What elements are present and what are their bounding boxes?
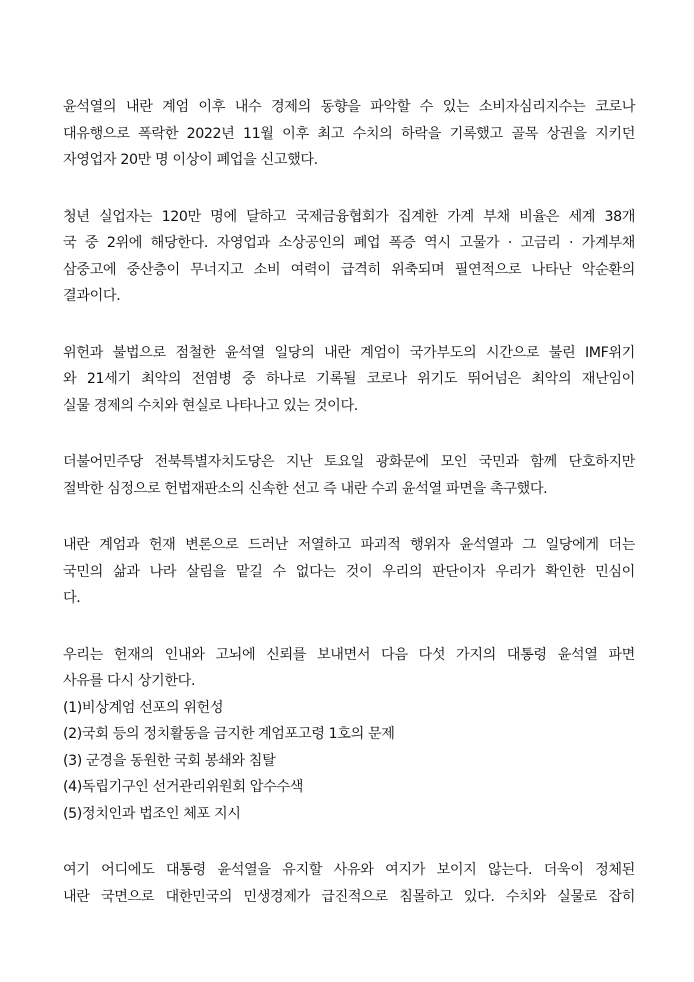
text-line: 사유를 다시 상기한다. (63, 673, 196, 689)
text-line: 결과이다. (63, 288, 121, 304)
text-line: 국 중 2위에 해당한다. 자영업과 소상공인의 폐업 폭증 역시 고물가 · 고금리 · 가계부채 (63, 235, 635, 251)
text-line: 위헌과 불법으로 점철한 윤석열 일당의 내란 계엄이 국가부도의 시간으로 불린 IMF위기 (63, 344, 635, 361)
document-page (63, 94, 635, 940)
text-line: 대유행으로 폭락한 2022년 11월 이후 최고 수치의 하락을 기록했고 골목 상권을 지키던 (63, 125, 635, 142)
reason-list-item: (2)국회 등의 정치활동을 금지한 계엄포고령 1호의 문제 (63, 726, 395, 742)
paragraph-impeachment-reasons (63, 642, 635, 828)
paragraph-party-statement (63, 449, 635, 502)
paragraph-conclusion (63, 857, 635, 910)
text-line: 삼중고에 중산층이 무너지고 소비 여력이 급격히 위축되며 필연적으로 나타난 악순환의 (63, 261, 635, 278)
reason-list-item: (4)독립기구인 선거관리위원회 압수수색 (63, 779, 303, 795)
text-line: 청년 실업자는 120만 명에 달하고 국제금융협회가 집계한 가계 부채 비율은 세계 38개 (63, 208, 635, 225)
text-line: 국민의 삶과 나라 살림을 맡길 수 없다는 것이 우리의 판단이자 우리가 확인한 민심이 (63, 563, 635, 580)
text-line: 절박한 심정으로 헌법재판소의 신속한 선고 즉 내란 수괴 윤석열 파면을 촉구했다. (63, 480, 548, 497)
text-line: 자영업자 20만 명 이상이 폐업을 신고했다. (63, 152, 318, 168)
text-line: 내란 국면으로 대한민국의 민생경제가 급진적으로 침몰하고 있다. 수치와 실물로 잡히 (63, 888, 635, 905)
paragraph-disaster (63, 340, 635, 420)
reason-list-item: (1)비상계엄 선포의 위헌성 (63, 699, 224, 716)
reason-list-item: (3) 군경을 동원한 국회 봉쇄와 침탈 (63, 752, 276, 769)
text-line: 윤석열의 내란 계엄 이후 내수 경제의 동향을 파악할 수 있는 소비자심리지수는 코로나 (63, 99, 635, 115)
paragraph-public-sentiment (63, 532, 635, 612)
paragraph-youth-unemployment (63, 204, 635, 310)
text-line: 실물 경제의 수치와 현실로 나타나고 있는 것이다. (63, 397, 358, 414)
text-line: 내란 계엄과 헌재 변론으로 드러난 저열하고 파괴적 행위자 윤석열과 그 일당에게 더는 (63, 537, 635, 553)
text-line: 여기 어디에도 대통령 윤석열을 유지할 사유와 여지가 보이지 않는다. 더욱이 정체된 (63, 862, 635, 878)
text-line: 더불어민주당 전북특별자치도당은 지난 토요일 광화문에 모인 국민과 함께 단호하지만 (63, 454, 635, 470)
paragraph-consumer-sentiment (63, 94, 635, 174)
text-line: 우리는 헌재의 인내와 고뇌에 신뢰를 보내면서 다음 다섯 가지의 대통령 윤석열 파면 (63, 646, 635, 663)
text-line: 다. (63, 590, 81, 606)
reason-list-item: (5)정치인과 법조인 체포 지시 (63, 805, 241, 822)
text-line: 와 21세기 최악의 전염병 중 하나로 기록될 코로나 위기도 뛰어넘은 최악의 재난임이 (63, 371, 635, 387)
